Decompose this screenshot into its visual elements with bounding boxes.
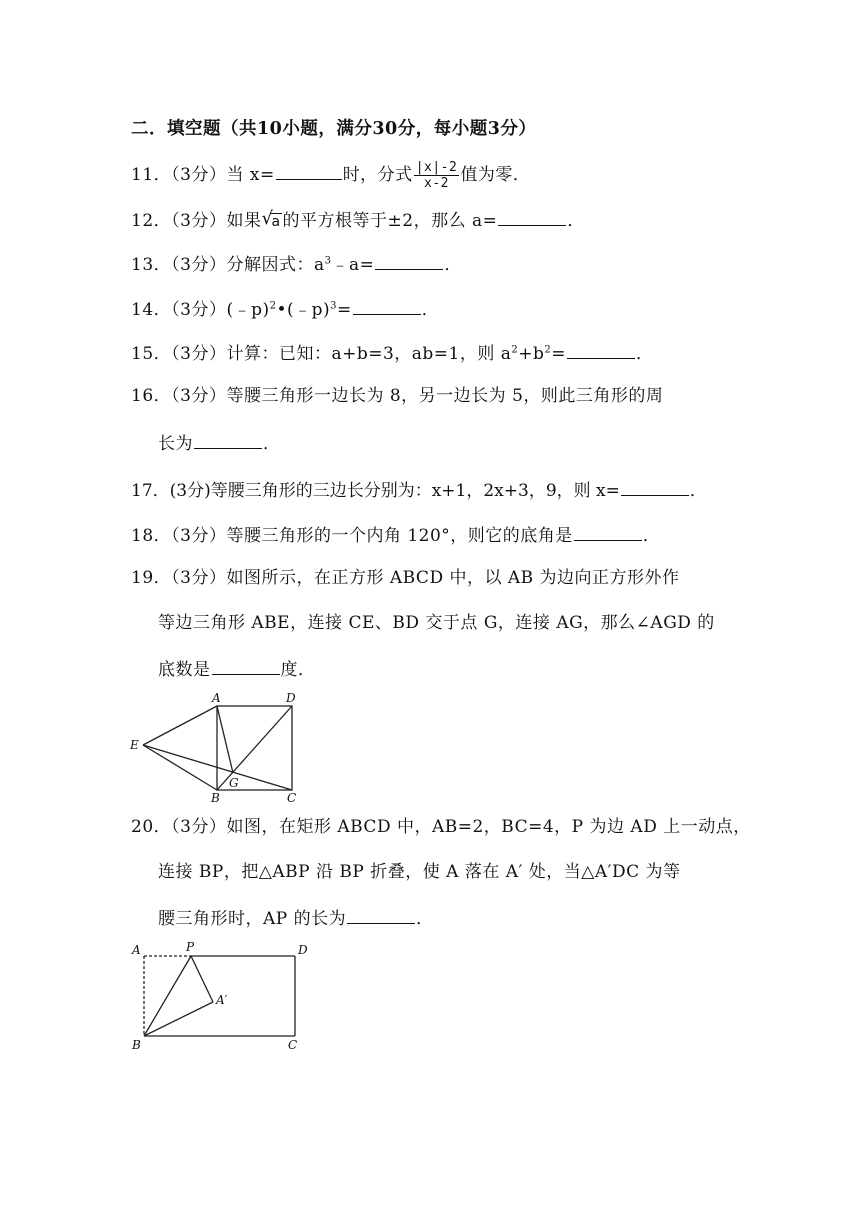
q11-frac-denominator: x-2 [424, 176, 449, 191]
q16-answer-blank[interactable] [194, 430, 262, 449]
q14-suffix: ． [421, 300, 440, 320]
q13-answer-blank[interactable] [375, 251, 443, 270]
q20-line-pa-prime [191, 956, 213, 1002]
q12-sqrt [261, 209, 281, 234]
q19-figure [126, 690, 306, 805]
question-15 [131, 340, 654, 366]
q15-exponent-1: 2 [511, 344, 519, 356]
q19-label-c: C [287, 791, 297, 805]
q15-exponent-2: 2 [544, 344, 552, 356]
question-19-line-1: 19．（3分）如图所示，在正方形 ABCD 中，以 AB 为边向正方形外作 [131, 568, 680, 588]
q20-label-c: C [288, 1038, 298, 1052]
q17-answer-blank[interactable] [621, 477, 689, 496]
question-12 [131, 207, 585, 234]
q13-prefix: 13．（3分）分解因式：a [131, 255, 325, 275]
q13-suffix: ． [444, 255, 462, 275]
q15-mid: +b [518, 344, 545, 364]
q11-answer-blank[interactable] [276, 161, 342, 180]
q12-radicand: a [271, 214, 281, 230]
q12-answer-blank[interactable] [498, 207, 566, 226]
q13-exponent: 3 [324, 255, 332, 267]
q15-suffix: ． [636, 344, 654, 364]
q20-label-a-prime: A′ [216, 993, 228, 1007]
q19-prefix: 底数是 [158, 660, 211, 680]
q19-label-e: E [130, 738, 139, 752]
q14-exponent-1: 2 [269, 300, 277, 312]
q19-answer-blank[interactable] [212, 656, 280, 675]
q16-suffix: ． [263, 434, 281, 454]
question-20-line-1: 20．（3分）如图，在矩形 ABCD 中，AB=2，BC=4，P 为边 AD 上一动点， [131, 817, 751, 837]
q20-answer-blank[interactable] [347, 905, 415, 924]
q20-label-d: D [298, 943, 308, 957]
q19-line-ea [143, 706, 217, 745]
question-17 [131, 477, 707, 503]
q19-line-ag [217, 706, 233, 773]
q13-middle: ﹣a= [331, 255, 375, 275]
q19-line-eb [143, 745, 217, 790]
question-19-line-3 [158, 656, 316, 682]
question-16-line-2 [158, 430, 281, 456]
q11-prefix: 11．（3分）当 x= [131, 165, 275, 185]
q11-fraction [414, 160, 460, 191]
q20-prefix: 腰三角形时，AP 的长为 [158, 909, 347, 929]
question-20-line-3 [158, 905, 434, 931]
q14-middle: •(﹣p) [276, 300, 331, 320]
q19-label-g: G [229, 776, 239, 790]
q14-prefix: 14．（3分）(﹣p) [131, 300, 270, 320]
q11-middle: 时，分式 [342, 165, 413, 185]
q12-middle: 的平方根等于±2，那么 a= [282, 211, 498, 231]
question-18 [131, 522, 660, 548]
q12-prefix: 12．（3分）如果 [131, 211, 262, 231]
q19-label-b: B [211, 791, 220, 805]
question-11 [131, 160, 530, 191]
q20-figure [126, 940, 316, 1055]
q20-label-a: A [132, 943, 141, 957]
q16-prefix: 长为 [158, 434, 193, 454]
q14-exponent-2: 3 [330, 300, 338, 312]
q19-label-d: D [286, 691, 296, 705]
q17-suffix: ． [689, 481, 707, 501]
q18-suffix: ． [642, 526, 661, 546]
q18-answer-blank[interactable] [574, 522, 642, 541]
q19-suffix: 度． [280, 660, 316, 680]
q15-after: = [551, 344, 567, 364]
question-14 [131, 296, 439, 322]
q14-after: = [337, 300, 352, 320]
question-19-line-2: 等边三角形 ABE，连接 CE、BD 交于点 G，连接 AG，那么∠AGD 的 [158, 613, 715, 633]
q15-prefix: 15．（3分）计算：已知：a+b=3，ab=1，则 a [131, 344, 512, 364]
q15-answer-blank[interactable] [567, 340, 635, 359]
sqrt-icon: √ [261, 208, 274, 229]
section-heading: 二．填空题（共10小题，满分30分，每小题3分） [131, 119, 537, 139]
q18-prefix: 18．（3分）等腰三角形的一个内角 120°，则它的底角是 [131, 526, 573, 546]
q17-prefix: 17．(3分)等腰三角形的三边长分别为：x+1，2x+3，9，则 x= [131, 481, 620, 501]
q11-suffix: 值为零． [460, 165, 531, 185]
q11-frac-numerator: |x|-2 [415, 160, 458, 175]
q12-suffix: ． [567, 211, 585, 231]
q14-answer-blank[interactable] [353, 296, 421, 315]
question-16-line-1: 16．（3分）等腰三角形一边长为 8，另一边长为 5，则此三角形的周 [131, 386, 664, 406]
q20-suffix: ． [416, 909, 434, 929]
q20-label-b: B [132, 1038, 141, 1052]
question-20-line-2: 连接 BP，把△ABP 沿 BP 折叠，使 A 落在 A′ 处，当△A′DC 为等 [158, 862, 681, 882]
q20-label-p: P [186, 940, 195, 954]
question-13 [131, 251, 462, 277]
q19-label-a: A [212, 691, 221, 705]
